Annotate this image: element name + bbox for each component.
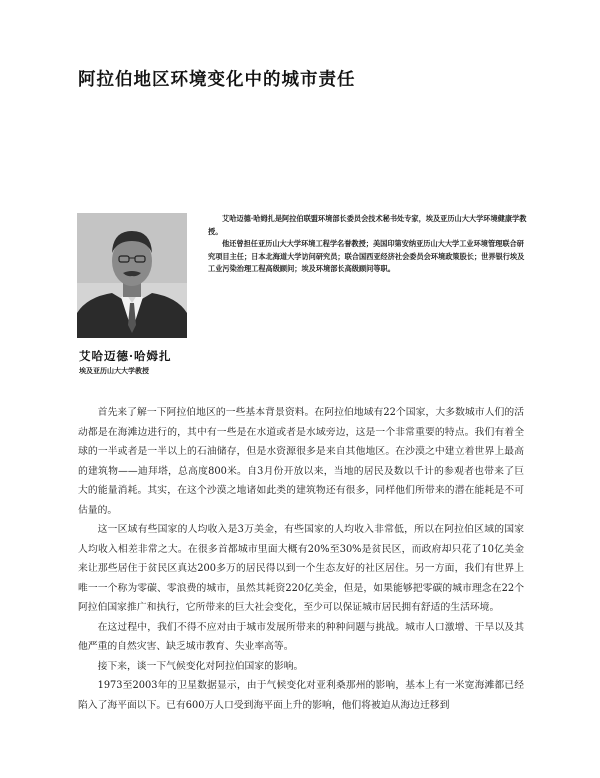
article-title: 阿拉伯地区环境变化中的城市责任 xyxy=(78,70,356,90)
author-affiliation: 埃及亚历山大大学教授 xyxy=(79,366,149,375)
body-paragraph: 接下来，谈一下气候变化对阿拉伯国家的影响。 xyxy=(97,660,304,672)
author-photo xyxy=(77,213,187,338)
bio-paragraph: 艾哈迈德·哈姆扎是阿拉伯联盟环境部长委员会技术秘书处专家，埃及亚历山大大学环境健康学教授。 xyxy=(208,214,527,236)
author-bio xyxy=(208,213,528,276)
bio-paragraph: 他还曾担任亚历山大大学环境工程学名誉教授；美国印第安纳亚历山大大学工业环境管理联合研究项目主任；日本北海道大学访问研究员；联合国西亚经济社会委员会环境政策股长；世界银行埃及工业污染治理工程高级顾问；埃及环境部长高级顾问等职。 xyxy=(208,239,525,274)
author-name: 艾哈迈德·哈姆扎 xyxy=(79,349,172,363)
body-paragraph: 这一区域有些国家的人均收入是3万美金，有些国家的人均收入非常低，所以在阿拉伯区域的国家人均收入相差非常之大。在很多首都城市里面大概有20%至30%是贫民区，而政府却只花了10亿美金来让那些居住于贫民区真达200多万的居民得以到一个生态友好的社区居住。另一方面，我们有世界上唯一一个称为零碳、零浪费的城市，虽然其耗资220亿美金，但是，如果能够把零碳的城市理念在22个阿拉伯国家推广和执行，它所带来的巨大社会变化，至少可以保证城市居民拥有舒适的生活环境。 xyxy=(78,524,524,613)
article-body xyxy=(78,403,524,715)
body-paragraph: 首先来了解一下阿拉伯地区的一些基本背景资料。在阿拉伯地域有22个国家，大多数城市人们的活动都是在海滩边进行的，其中有一些是在水道或者是水域旁边，这是一个非常重要的特点。我们有着全球的一半或者是一半以上的石油储存，但是水资源很多是来自其他地区。在沙漠之中建立着世界上最高的建筑物——迪拜塔，总高度800米。自3月份开放以来，当地的居民及数以千计的参观者也带来了巨大的能量消耗。其实，在这个沙漠之地诸如此类的建筑物还有很多，同样他们所带来的潜在能耗是不可估量的。 xyxy=(78,407,524,516)
body-paragraph: 1973至2003年的卫星数据显示，由于气候变化对亚利桑那州的影响，基本上有一米宽海滩都已经陷入了海平面以下。已有600万人口受到海平面上升的影响，他们将被迫从海边迁移到 xyxy=(78,680,524,711)
body-paragraph: 在这过程中，我们不得不应对由于城市发展所带来的种种问题与挑战。城市人口激增、干旱以及其他严重的自然灾害、缺乏城市教育、失业率高等。 xyxy=(78,621,524,652)
